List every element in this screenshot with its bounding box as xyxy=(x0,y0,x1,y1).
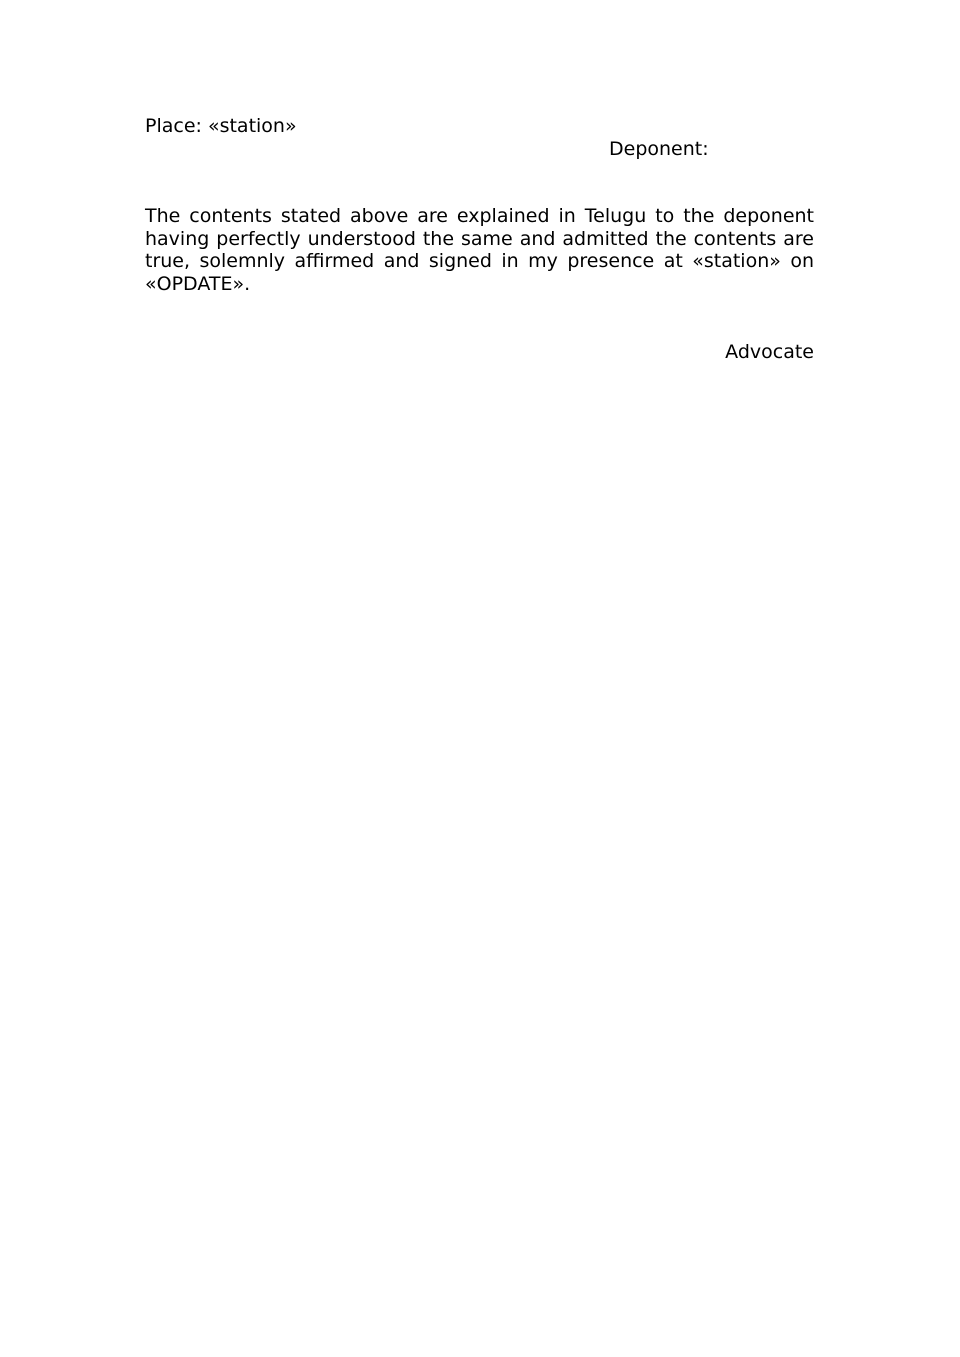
place-field: Place: «station» xyxy=(145,115,297,137)
attestation-paragraph: The contents stated above are explained in Telugu to the deponent having perfectly understood the same and admitted the contents are true, solemnly affirmed and signed in my presence at «station» on «OPDATE». xyxy=(145,205,814,296)
advocate-signature-label: Advocate xyxy=(725,341,814,363)
deponent-signature-label: Deponent: xyxy=(609,138,709,160)
